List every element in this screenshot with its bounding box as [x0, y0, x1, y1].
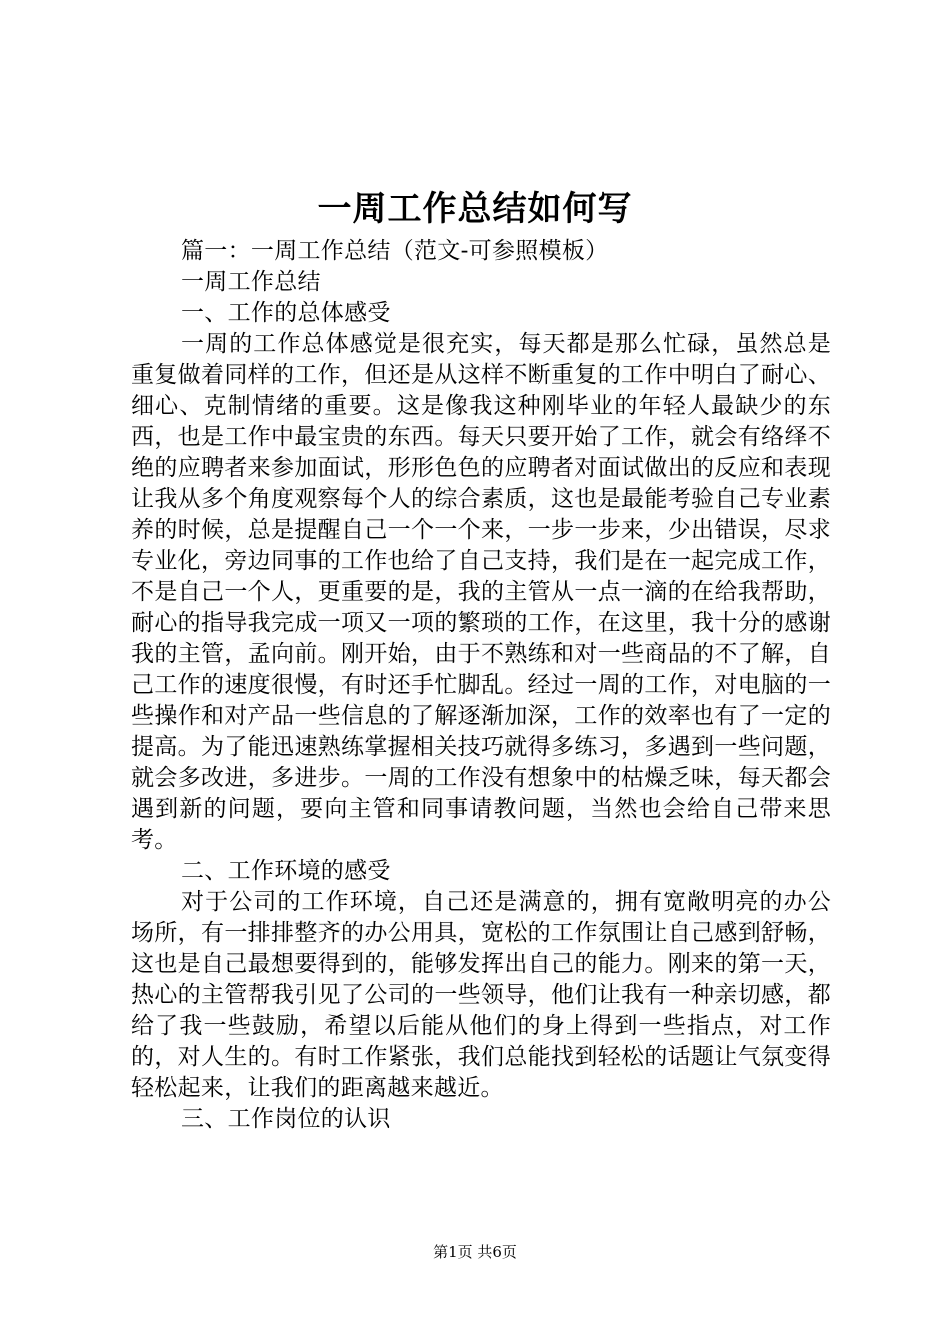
paragraph-1: 一周的工作总体感觉是很充实，每天都是那么忙碌，虽然总是重复做着同样的工作，但还是从这样不断重复的工作中明白了耐心、细心、克制情绪的重要。这是像我这种刚毕业的年轻人最缺少的东西，也是工作中最宝贵的东西。每天只要开始了工作，就会有络绎不绝的应聘者来参加面试，形形色色的应聘者对面试做出的反应和表现让我从多个角度观察每个人的综合素质，这也是最能考验自己专业素养的时候，总是提醒自己一个一个来，一步一步来，少出错误，尽求专业化，旁边同事的工作也给了自己支持，我们是在一起完成工作，不是自己一个人，更重要的是，我的主管从一点一滴的在给我帮助，耐心的指导我完成一项又一项的繁琐的工作，在这里，我十分的感谢我的主管，孟向前。刚开始，由于不熟练和对一些商品的不了解，自己工作的速度很慢，有时还手忙脚乱。经过一周的工作，对电脑的一些操作和对产品一些信息的了解逐渐加深，工作的效率也有了一定的提高。为了能迅速熟练掌握相关技巧就得多练习，多遇到一些问题，就会多改进，多进步。一周的工作没有想象中的枯燥乏味，每天都会遇到新的问题，要向主管和同事请教问题，当然也会给自己带来思考。	[131, 331, 831, 853]
paragraph-2: 对于公司的工作环境，自己还是满意的，拥有宽敞明亮的办公场所，有一排排整齐的办公用具，宽松的工作氛围让自己感到舒畅，这也是自己最想要得到的，能够发挥出自己的能力。刚来的第一天，热心的主管帮我引见了公司的一些领导，他们让我有一种亲切感，都给了我一些鼓励，希望以后能从他们的身上得到一些指点，对工作的，对人生的。有时工作紧张，我们总能找到轻松的话题让气氛变得轻松起来，让我们的距离越来越近。	[131, 889, 831, 1101]
document-title: 一周工作总结如何写	[317, 189, 633, 229]
section-heading-2: 二、工作环境的感受	[181, 858, 391, 884]
document-body	[131, 236, 831, 1135]
page-footer: 第1页 共6页	[433, 1243, 517, 1261]
subtitle: 一周工作总结	[181, 269, 321, 295]
section-heading-1: 一、工作的总体感受	[181, 300, 391, 326]
section-heading-part-one: 篇一：一周工作总结（范文-可参照模板）	[181, 238, 609, 264]
section-heading-3: 三、工作岗位的认识	[181, 1106, 391, 1132]
